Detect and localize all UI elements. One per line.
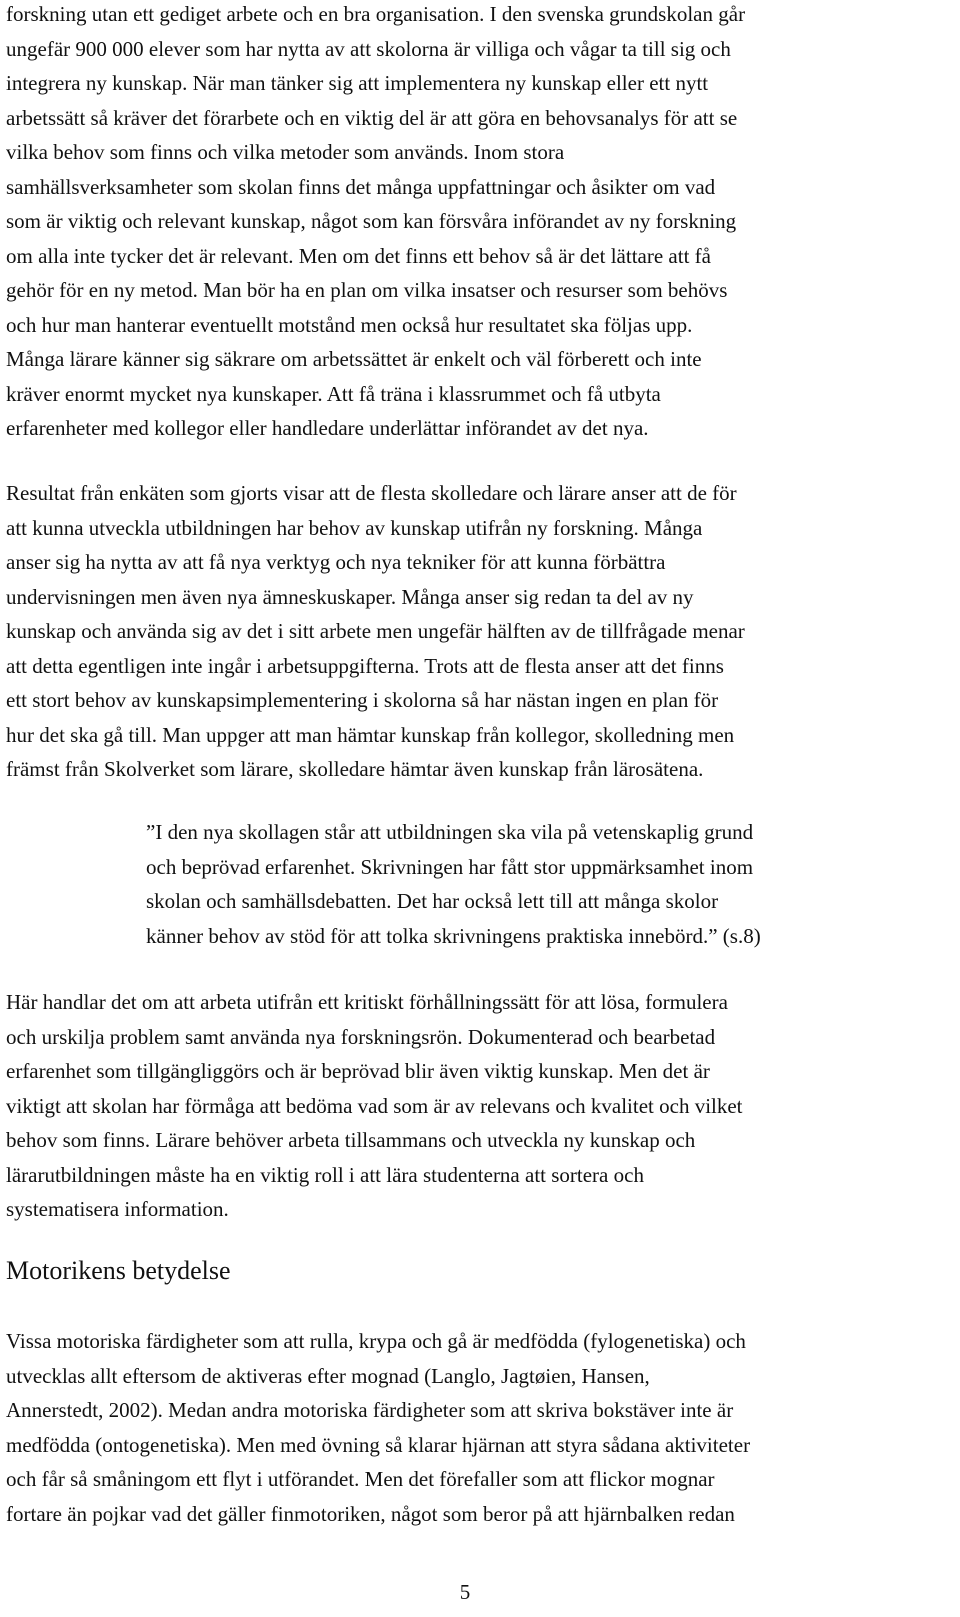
page-number: 5	[459, 1580, 471, 1604]
text-line: Annerstedt, 2002). Medan andra motoriska färdigheter som att skriva bokstäver inte är	[6, 1398, 734, 1422]
text-line: Här handlar det om att arbeta utifrån ett kritiskt förhållningssätt för att lösa, formulera	[6, 990, 728, 1014]
text-line: viktigt att skolan har förmåga att bedöma vad som är av relevans och kvalitet och vilket	[6, 1093, 743, 1118]
text-line: Resultat från enkäten som gjorts visar att de flesta skolledare och lärare anser att de för	[6, 481, 737, 505]
text-line: arbetssätt så kräver det förarbete och en viktig del är att göra en behovsanalys för att se	[6, 105, 738, 130]
text-line: främst från Skolverket som lärare, skolledare hämtar även kunskap från lärosätena.	[6, 757, 704, 781]
text-line: att kunna utveckla utbildningen har behov av kunskap utifrån ny forskning. Många	[6, 515, 703, 540]
text-line: och urskilja problem samt använda nya forskningsrön. Dokumenterad och bearbetad	[6, 1024, 716, 1049]
text-line: gehör för en ny metod. Man bör ha en plan om vilka insatser och resurser som behövs	[6, 278, 728, 302]
text-line: medfödda (ontogenetiska). Men med övning så klarar hjärnan att styra sådana aktiviteter	[6, 1432, 751, 1457]
paragraph-critical-approach	[6, 985, 946, 1227]
text-line: Vissa motoriska färdigheter som att rulla, krypa och gå är medfödda (fylogenetiska) och	[6, 1329, 746, 1353]
text-line: Många lärare känner sig säkrare om arbetssättet är enkelt och väl förberett och inte	[6, 347, 702, 371]
text-line: som är viktig och relevant kunskap, något som kan försvåra införandet av ny forskning	[6, 209, 737, 233]
text-line: utvecklas allt eftersom de aktiveras efter mognad (Langlo, Jagtøien, Hansen,	[6, 1363, 650, 1388]
paragraph-motor-skills	[6, 1324, 946, 1531]
text-line: lärarutbildningen måste ha en viktig roll i att lära studenterna att sortera och	[6, 1162, 644, 1187]
text-line: att detta egentligen inte ingår i arbetsuppgifterna. Trots att de flesta anser att det finns	[6, 653, 724, 678]
quote-line: och beprövad erfarenhet. Skrivningen har fått stor uppmärksamhet inom	[146, 854, 754, 879]
text-line: erfarenheter med kollegor eller handledare underlättar införandet av det nya.	[6, 416, 649, 440]
text-line: kunskap och använda sig av det i sitt arbete men ungefär hälften av de tillfrågade menar	[6, 619, 745, 643]
text-line: integrera ny kunskap. När man tänker sig att implementera ny kunskap eller ett nytt	[6, 71, 709, 95]
text-line: anser sig ha nytta av att få nya verktyg och nya tekniker för att kunna förbättra	[6, 550, 666, 574]
quote-line: skolan och samhällsdebatten. Det har också lett till att många skolor	[146, 889, 719, 913]
text-line: och får så småningom ett flyt i utförandet. Men det förefaller som att flickor mognar	[6, 1467, 715, 1491]
text-line: forskning utan ett gediget arbete och en bra organisation. I den svenska grundskolan går	[6, 2, 746, 26]
text-line: ett stort behov av kunskapsimplementering i skolorna så har nästan ingen en plan för	[6, 688, 719, 712]
text-line: om alla inte tycker det är relevant. Men om det finns ett behov så är det lättare att få	[6, 243, 711, 268]
paragraph-survey-results	[6, 476, 946, 787]
block-quote	[146, 815, 946, 953]
paragraph-implementation	[6, 0, 946, 446]
text-line: samhällsverksamheter som skolan finns det många uppfattningar och åsikter om vad	[6, 174, 716, 199]
text-line: hur det ska gå till. Man uppger att man hämtar kunskap från kollegor, skolledning men	[6, 722, 735, 747]
text-line: behov som finns. Lärare behöver arbeta tillsammans och utveckla ny kunskap och	[6, 1128, 696, 1152]
text-line: vilka behov som finns och vilka metoder som används. Inom stora	[6, 140, 565, 164]
text-line: systematisera information.	[6, 1197, 229, 1221]
text-line: undervisningen men även nya ämneskuskaper. Många anser sig redan ta del av ny	[6, 584, 694, 609]
text-line: fortare än pojkar vad det gäller finmotoriken, något som beror på att hjärnbalken redan	[6, 1501, 735, 1526]
text-line: kräver enormt mycket nya kunskaper. Att få träna i klassrummet och få utbyta	[6, 381, 661, 406]
text-line: erfarenhet som tillgängliggörs och är beprövad blir även viktig kunskap. Men det är	[6, 1059, 710, 1083]
quote-line: ”I den nya skollagen står att utbildningen ska vila på vetenskaplig grund	[146, 820, 754, 844]
text-line: och hur man hanterar eventuellt motstånd men också hur resultatet ska följas upp.	[6, 312, 693, 337]
text-line: ungefär 900 000 elever som har nytta av att skolorna är villiga och vågar ta till sig och	[6, 36, 731, 61]
section-heading: Motorikens betydelse	[6, 1256, 231, 1285]
quote-line: känner behov av stöd för att tolka skrivningens praktiska innebörd.” (s.8)	[146, 923, 761, 948]
